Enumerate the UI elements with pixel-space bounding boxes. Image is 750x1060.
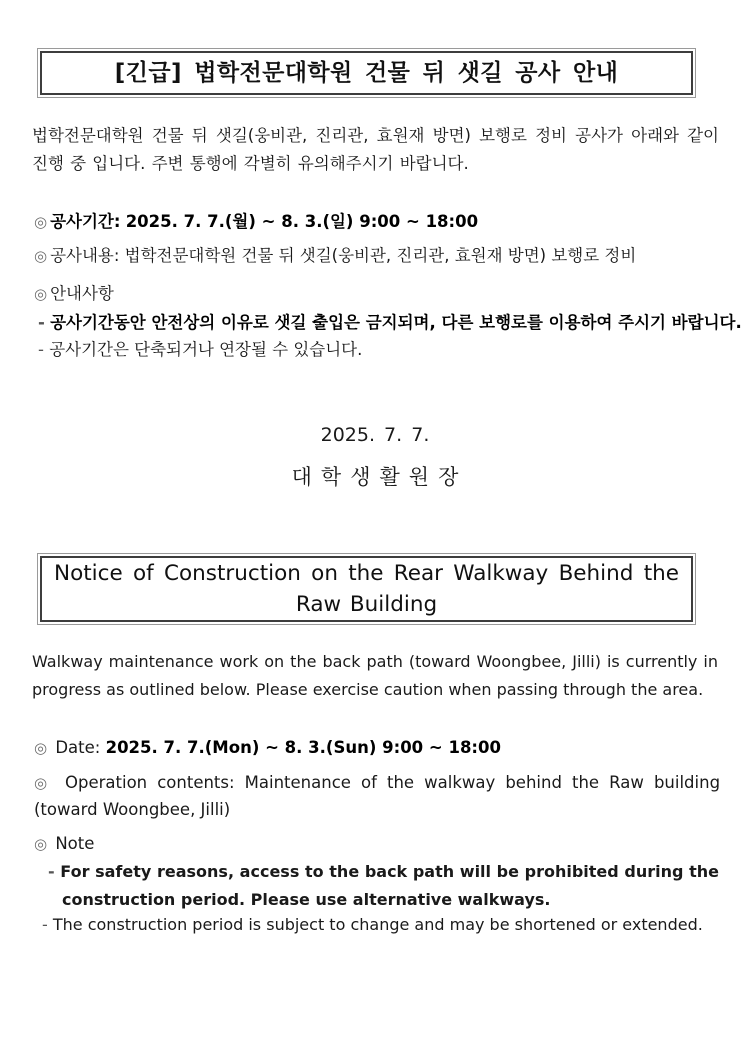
korean-item-notes-heading <box>34 281 721 307</box>
korean-item-scope-label: 공사내용: <box>50 246 120 265</box>
english-note-1-text: For safety reasons, access to the back path will be prohibited during the construction period. Please use alternative walkways. <box>60 862 719 910</box>
english-note-2-line <box>42 912 719 938</box>
english-intro-paragraph: Walkway maintenance work on the back path (toward Woongbee, Jilli) is currently in progress as outlined below. Please exercise caution when passing through the area. <box>32 652 718 700</box>
korean-item-period-value: 2025. 7. 7.(월) ~ 8. 3.(일) 9:00 ~ 18:00 <box>125 212 479 231</box>
korean-note-2-text: 공사기간은 단축되거나 연장될 수 있습니다. <box>49 340 363 359</box>
english-item-operation <box>34 770 720 823</box>
korean-note-2 <box>38 337 722 363</box>
english-item-date-line <box>34 735 720 761</box>
korean-item-scope-value: 법학전문대학원 건물 뒤 샛길(웅비관, 진리관, 효원재 방면) 보행로 정비 <box>124 246 637 265</box>
english-item-operation-label: Operation contents: <box>65 773 235 792</box>
bullet-icon: ◎ <box>34 247 48 265</box>
korean-item-period-line <box>34 209 721 235</box>
english-intro-block <box>32 648 718 705</box>
korean-item-period <box>34 209 721 235</box>
english-item-operation-value: Maintenance of the walkway behind the Raw building (toward Woongbee, Jilli) <box>34 773 721 819</box>
korean-item-scope <box>34 243 721 269</box>
english-note-1 <box>48 858 719 915</box>
bullet-icon: ◎ <box>34 285 48 303</box>
korean-note-1-line <box>38 310 742 336</box>
korean-intro-block <box>32 122 719 179</box>
english-item-operation-line <box>34 770 720 823</box>
english-item-note-heading-line <box>34 831 720 857</box>
english-title-line-2: Raw Building <box>295 592 438 617</box>
dash-marker-icon: - <box>42 915 48 934</box>
bullet-icon: ◎ <box>34 739 48 757</box>
korean-item-scope-line <box>34 243 721 269</box>
english-item-date <box>34 735 720 761</box>
english-item-note-heading <box>34 831 720 857</box>
dash-marker-icon: - <box>48 862 55 881</box>
korean-note-1 <box>38 310 742 336</box>
english-page-title <box>42 558 691 620</box>
korean-title-box-inner <box>40 51 693 95</box>
korean-page-title: [긴급] 법학전문대학원 건물 뒤 샛길 공사 안내 <box>114 59 619 86</box>
korean-item-period-label: 공사기간: <box>50 212 121 231</box>
english-note-2-text: The construction period is subject to change and may be shortened or extended. <box>52 915 703 934</box>
korean-intro-paragraph: 법학전문대학원 건물 뒤 샛길(웅비관, 진리관, 효원재 방면) 보행로 정비 공사가 아래와 같이 진행 중 입니다. 주변 통행에 각별히 유의해주시기 바랍니다. <box>32 126 719 174</box>
dash-marker-icon: - <box>38 340 44 359</box>
bullet-icon: ◎ <box>34 213 48 231</box>
bullet-icon: ◎ <box>34 774 52 792</box>
english-item-date-label: Date: <box>55 738 101 757</box>
dash-marker-icon: - <box>38 313 45 332</box>
korean-item-notes-label: 안내사항 <box>50 284 114 303</box>
korean-title-box <box>37 48 696 98</box>
bullet-icon: ◎ <box>34 835 48 853</box>
signature-issuer: 대학생활원장 <box>291 465 468 489</box>
english-item-date-value: 2025. 7. 7.(Mon) ~ 8. 3.(Sun) 9:00 ~ 18:00 <box>105 738 501 757</box>
korean-note-1-text: 공사기간동안 안전상의 이유로 샛길 출입은 금지되며, 다른 보행로를 이용하여 주시기 바랍니다. <box>50 313 742 332</box>
english-title-box-inner <box>40 556 693 622</box>
korean-item-notes-heading-line <box>34 281 721 307</box>
english-note-2 <box>42 912 719 938</box>
english-title-line-1: Notice of Construction on the Rear Walkway Behind the <box>54 560 679 586</box>
english-title-box <box>37 553 696 625</box>
english-note-1-line <box>48 858 719 915</box>
korean-note-2-line <box>38 337 722 363</box>
signature-date: 2025. 7. 7. <box>320 424 430 446</box>
english-item-note-label: Note <box>55 834 95 853</box>
